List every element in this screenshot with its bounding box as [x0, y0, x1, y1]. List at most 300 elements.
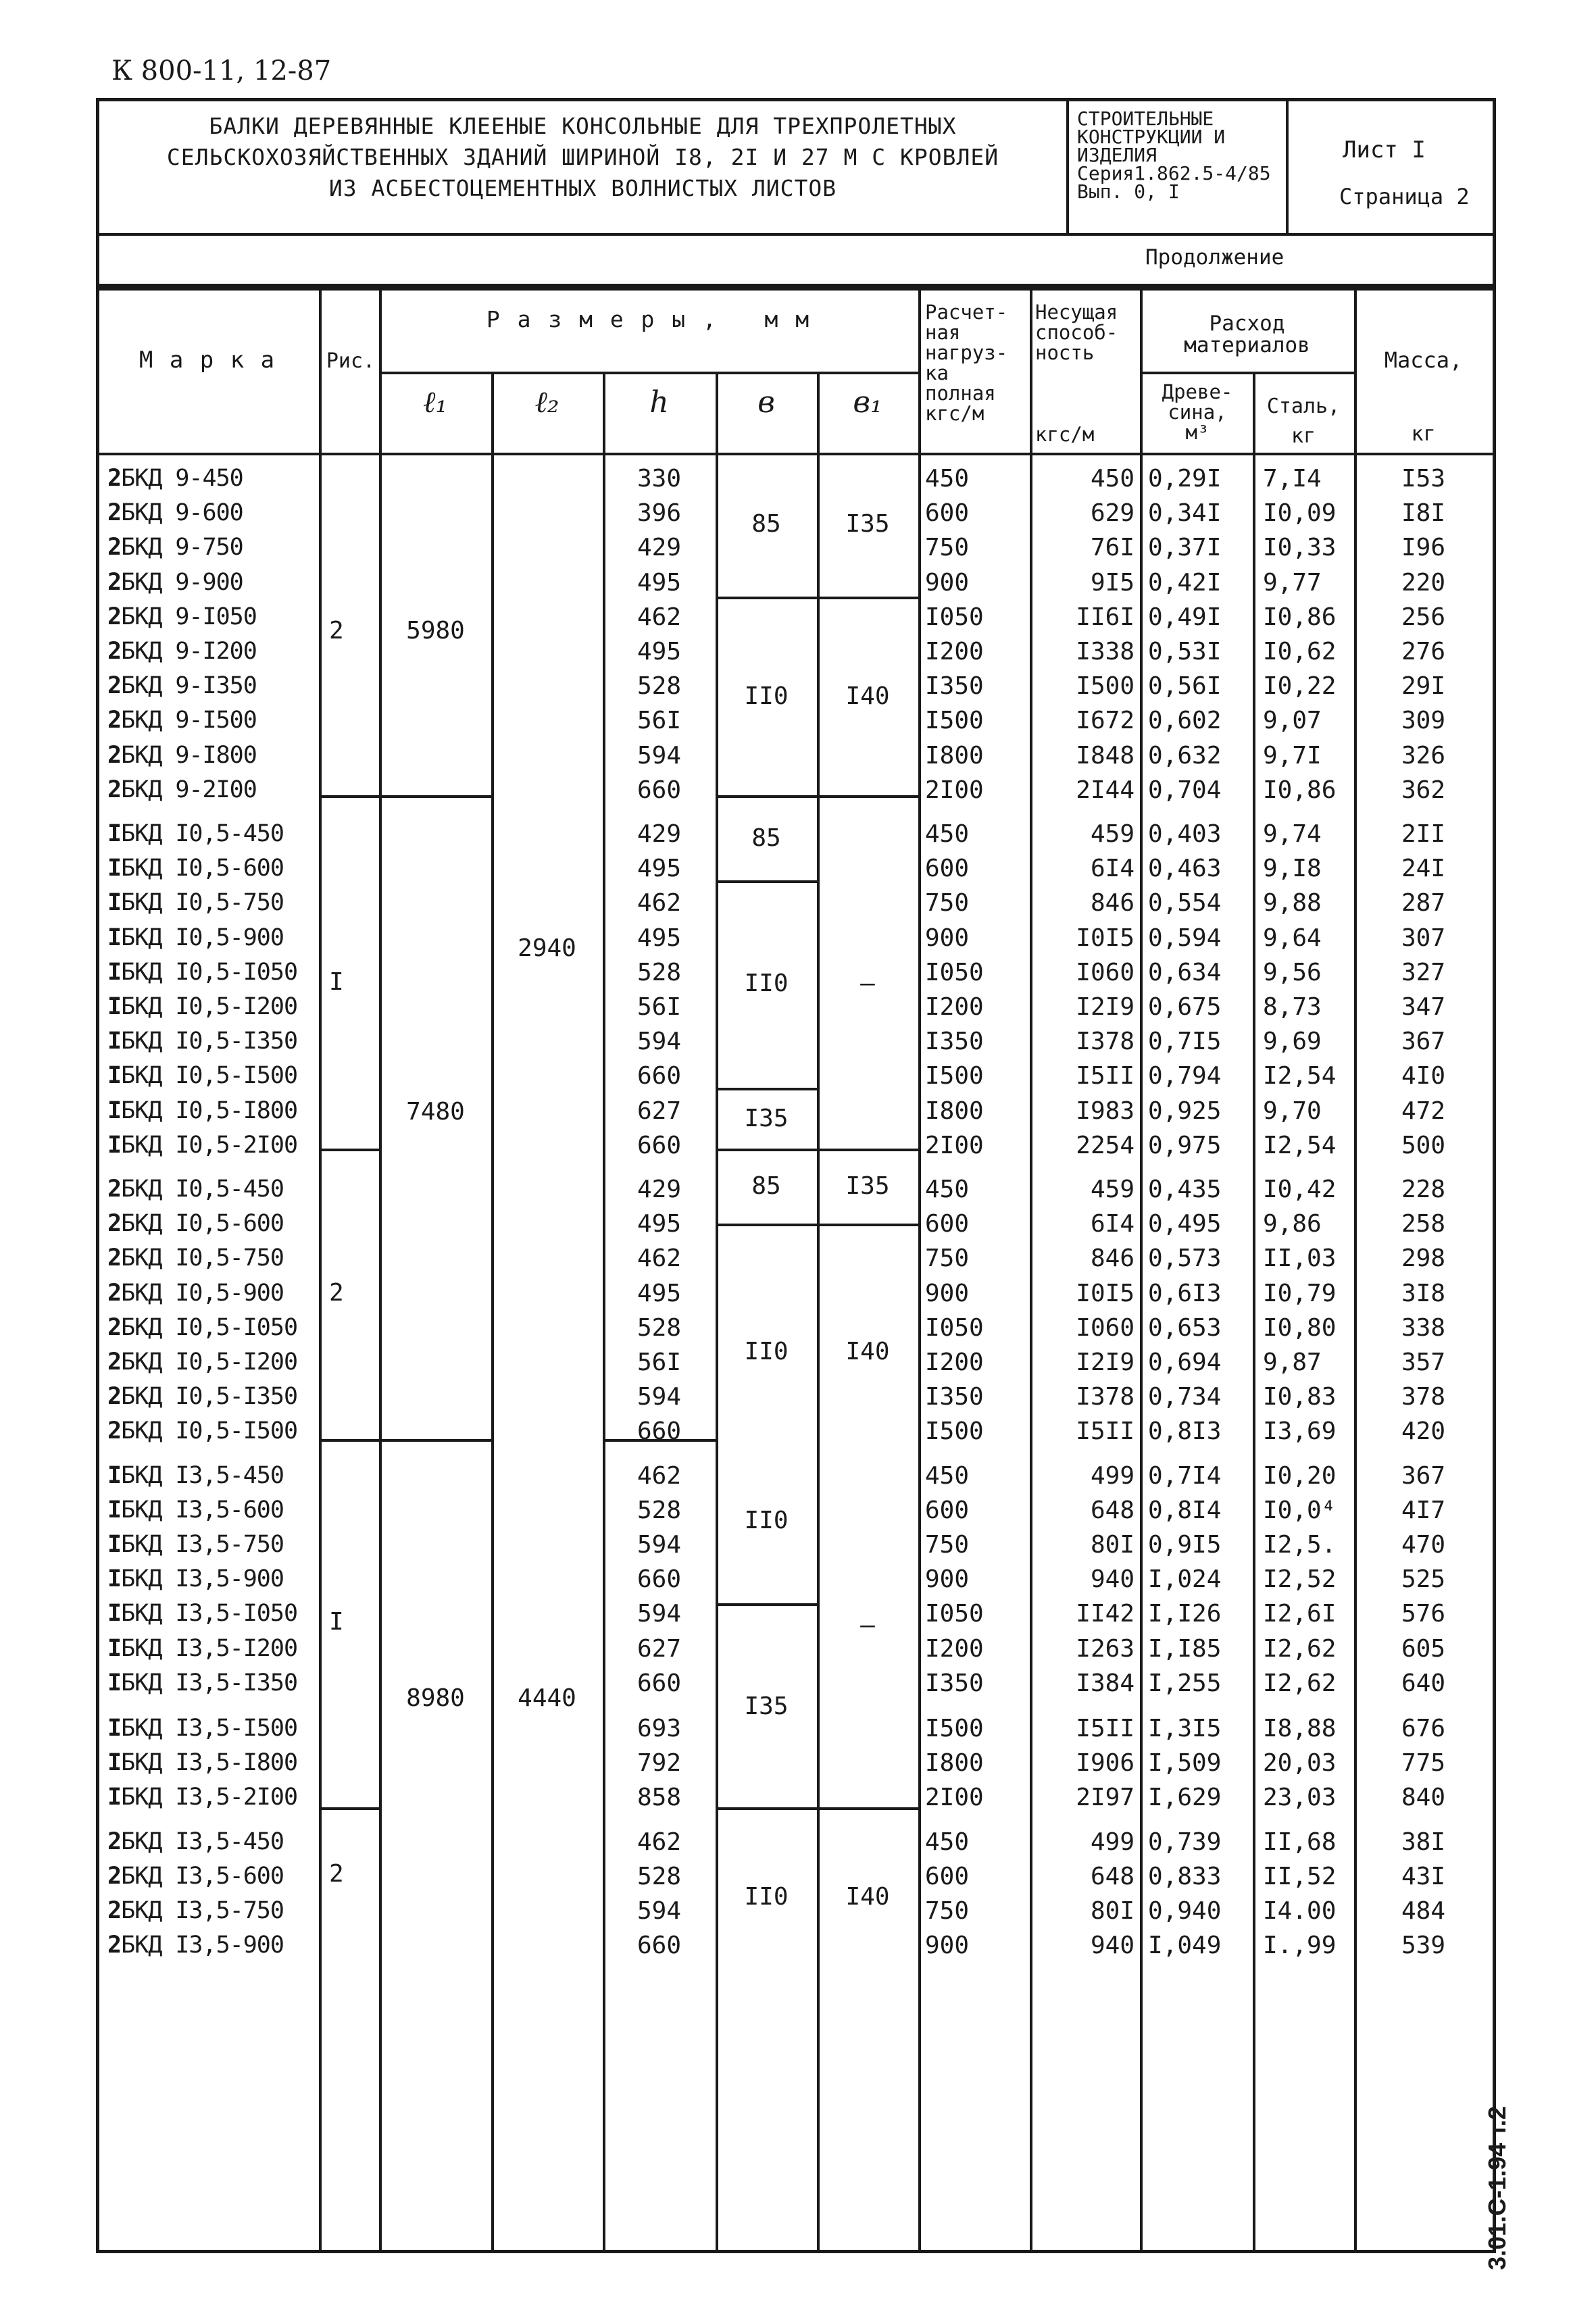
cell-h: 594: [637, 1600, 682, 1628]
cell-steel: I2,54: [1263, 1131, 1337, 1159]
header-b: в: [757, 385, 775, 420]
cell-load: 750: [925, 889, 970, 917]
cell-mass: 4I0: [1401, 1062, 1446, 1090]
header-wood: Древе- сина, м³: [1162, 380, 1233, 444]
cell-mark: IБКД I0,5-600: [107, 855, 284, 882]
cell-capacity: I5II: [1076, 1715, 1134, 1742]
cell-mass: 367: [1401, 1461, 1446, 1490]
cell-mass: I53: [1401, 465, 1446, 493]
cell-wood: 0,9I5: [1148, 1531, 1222, 1559]
cell-h: 693: [637, 1715, 682, 1742]
cell-h: 594: [637, 1897, 682, 1925]
cell-mark: IБКД I3,5-750: [107, 1531, 284, 1558]
cell-mark: IБКД I3,5-I050: [107, 1600, 298, 1628]
cell-capacity: I060: [1076, 958, 1134, 986]
cell-h: 429: [637, 820, 682, 848]
cell-wood: 0,435: [1148, 1176, 1222, 1203]
cell-capacity: 846: [1090, 889, 1134, 917]
cell-mark: IБКД I3,5-900: [107, 1565, 284, 1593]
b-group: 85: [751, 1172, 781, 1200]
cell-mark: IБКД I3,5-450: [107, 1461, 284, 1489]
cell-mark: 2БКД I3,5-600: [107, 1862, 284, 1890]
cell-wood: 0,653: [1148, 1313, 1222, 1342]
b-group: II0: [744, 1507, 789, 1534]
cell-capacity: 648: [1090, 1862, 1134, 1890]
title-line: ИЗ АСБЕСТОЦЕМЕНТНЫХ ВОЛНИСТЫХ ЛИСТОВ: [328, 175, 837, 201]
header-mark: М а р к а: [139, 347, 276, 374]
cell-mark: IБКД I0,5-I800: [107, 1097, 298, 1124]
b-group: 85: [751, 824, 781, 852]
cell-h: 495: [637, 1279, 682, 1307]
cell-mass: 298: [1401, 1244, 1446, 1273]
cell-steel: II,52: [1263, 1862, 1337, 1890]
cell-steel: I2,52: [1263, 1565, 1337, 1594]
cell-load: I050: [925, 1313, 984, 1342]
cell-wood: 0,495: [1148, 1210, 1222, 1238]
cell-steel: I0,20: [1263, 1461, 1337, 1490]
cell-mass: 357: [1401, 1349, 1446, 1376]
header-h: h: [649, 385, 669, 420]
cell-wood: 0,49I: [1148, 603, 1222, 631]
cell-wood: 0,403: [1148, 820, 1222, 848]
cell-steel: 9,64: [1263, 924, 1322, 952]
cell-mark: 2БКД I0,5-I350: [107, 1383, 298, 1411]
cell-load: 600: [925, 499, 970, 528]
cell-load: 450: [925, 1176, 970, 1203]
cell-mass: I8I: [1401, 499, 1446, 528]
cell-mark: 2БКД I3,5-900: [107, 1932, 284, 1959]
cell-wood: I,629: [1148, 1784, 1222, 1812]
cell-mass: 24I: [1401, 855, 1446, 883]
cell-capacity: 6I4: [1090, 855, 1134, 883]
cell-capacity: 629: [1090, 499, 1134, 528]
cell-mass: 287: [1401, 889, 1446, 917]
cell-wood: 0,8I4: [1148, 1496, 1222, 1524]
cell-mass: 29I: [1401, 672, 1446, 701]
cell-h: 528: [637, 1862, 682, 1890]
cell-mass: 470: [1401, 1531, 1446, 1559]
header-l2: ℓ₂: [534, 385, 559, 420]
cell-mark: 2БКД I0,5-I500: [107, 1417, 298, 1445]
cell-load: I050: [925, 603, 984, 631]
cell-mark: 2БКД 9-600: [107, 499, 243, 527]
header-steel: Сталь, кг: [1266, 395, 1341, 448]
cell-mass: 307: [1401, 924, 1446, 952]
cell-capacity: 80I: [1090, 1897, 1134, 1925]
cell-load: I500: [925, 1715, 984, 1742]
cell-mark: 2БКД 9-I050: [107, 603, 257, 630]
cell-capacity: 450: [1090, 465, 1134, 493]
cell-mark: IБКД I0,5-2I00: [107, 1131, 298, 1159]
cell-steel: I.,99: [1263, 1932, 1337, 1960]
cell-mark: IБКД I3,5-2I00: [107, 1784, 298, 1811]
l1-group: 8980: [406, 1684, 465, 1712]
series-line: Серия1.862.5-4/85: [1077, 162, 1271, 184]
cell-mark: 2БКД 9-I500: [107, 707, 257, 734]
cell-mass: 500: [1401, 1131, 1446, 1159]
cell-mass: 276: [1401, 638, 1446, 665]
cell-h: 660: [637, 1932, 682, 1960]
fig-group: 2: [329, 617, 344, 645]
cell-capacity: I378: [1076, 1028, 1134, 1056]
cell-mark: 2БКД I0,5-600: [107, 1210, 284, 1238]
fig-group: I: [329, 968, 344, 996]
cell-mark: IБКД I3,5-600: [107, 1496, 284, 1524]
cell-capacity: I0I5: [1076, 1279, 1134, 1307]
cell-capacity: 499: [1090, 1461, 1134, 1490]
cell-mark: 2БКД I0,5-I200: [107, 1349, 298, 1376]
cell-wood: 0,463: [1148, 855, 1222, 883]
cell-steel: I8,88: [1263, 1715, 1337, 1742]
l2-group: 4440: [518, 1684, 576, 1712]
cell-mark: 2БКД I3,5-750: [107, 1897, 284, 1924]
sheet-cell: [1289, 101, 1496, 233]
cell-load: I350: [925, 1028, 984, 1056]
header-load: Расчет- ная нагруз- ка полная кгс/м: [925, 301, 1008, 425]
b1-group: I40: [845, 1883, 890, 1911]
cell-load: I800: [925, 741, 984, 770]
cell-mass: 4I7: [1401, 1496, 1446, 1524]
cell-steel: I2,62: [1263, 1669, 1337, 1697]
sheet-number: Лист I: [1343, 136, 1426, 164]
cell-load: I500: [925, 1417, 984, 1446]
cell-capacity: 2254: [1076, 1131, 1134, 1159]
cell-mark: IБКД I0,5-I350: [107, 1028, 298, 1055]
cell-wood: 0,694: [1148, 1349, 1222, 1376]
cell-mass: 256: [1401, 603, 1446, 631]
cell-load: 900: [925, 1279, 970, 1307]
cell-load: 2I00: [925, 1784, 984, 1812]
cell-mass: 220: [1401, 568, 1446, 597]
cell-load: I200: [925, 1349, 984, 1376]
cell-load: I500: [925, 1062, 984, 1090]
cell-wood: 0,56I: [1148, 672, 1222, 701]
cell-steel: 9,I8: [1263, 855, 1322, 883]
cell-mark: 2БКД I3,5-450: [107, 1828, 284, 1855]
cell-steel: 9,87: [1263, 1349, 1322, 1376]
cell-h: 462: [637, 603, 682, 631]
cell-h: 660: [637, 1565, 682, 1594]
cell-h: 594: [637, 1383, 682, 1411]
cell-mass: 43I: [1401, 1862, 1446, 1890]
cell-h: 330: [637, 465, 682, 493]
cell-wood: 0,602: [1148, 707, 1222, 735]
cell-mark: IБКД I3,5-I200: [107, 1634, 298, 1662]
cell-mass: 640: [1401, 1669, 1446, 1697]
cell-wood: 0,7I5: [1148, 1028, 1222, 1056]
cell-wood: 0,34I: [1148, 499, 1222, 528]
b1-group: I35: [845, 510, 890, 538]
cell-mass: 472: [1401, 1097, 1446, 1125]
cell-mass: 576: [1401, 1600, 1446, 1628]
cell-load: 900: [925, 1565, 970, 1594]
cell-steel: 7,I4: [1263, 465, 1322, 493]
cell-mass: I96: [1401, 534, 1446, 562]
title-cell: [99, 101, 1069, 233]
cell-h: 396: [637, 499, 682, 528]
cell-wood: 0,739: [1148, 1828, 1222, 1856]
cell-wood: 0,42I: [1148, 568, 1222, 597]
cell-steel: I0,09: [1263, 499, 1337, 528]
cell-h: 462: [637, 1244, 682, 1273]
cell-mark: IБКД I0,5-I200: [107, 993, 298, 1020]
cell-wood: 0,634: [1148, 958, 1222, 986]
cell-load: I800: [925, 1749, 984, 1778]
cell-h: 792: [637, 1749, 682, 1778]
cell-mass: 539: [1401, 1932, 1446, 1960]
cell-h: 495: [637, 924, 682, 952]
cell-mass: 775: [1401, 1749, 1446, 1778]
l2-group: 2940: [518, 934, 576, 962]
fig-group: 2: [329, 1860, 344, 1888]
cell-h: 594: [637, 1028, 682, 1056]
cell-mark: IБКД I0,5-450: [107, 820, 284, 847]
cell-wood: 0,53I: [1148, 638, 1222, 665]
cell-h: 462: [637, 1461, 682, 1490]
cell-capacity: 459: [1090, 1176, 1134, 1203]
cell-load: 600: [925, 1210, 970, 1238]
header-materials: Расход материалов: [1184, 311, 1310, 357]
series-line: СТРОИТЕЛЬНЫЕ: [1077, 107, 1214, 130]
cell-load: 2I00: [925, 776, 984, 804]
cell-steel: 20,03: [1263, 1749, 1337, 1778]
cell-h: 56I: [637, 1349, 682, 1376]
cell-steel: I0,33: [1263, 534, 1337, 562]
cell-load: 750: [925, 534, 970, 562]
cell-h: 495: [637, 1210, 682, 1238]
cell-capacity: I060: [1076, 1313, 1134, 1342]
cell-steel: I2,6I: [1263, 1600, 1337, 1628]
cell-mass: 420: [1401, 1417, 1446, 1446]
cell-h: 627: [637, 1634, 682, 1663]
cell-mark: 2БКД 9-450: [107, 465, 243, 492]
cell-mark: IБКД I0,5-I050: [107, 958, 298, 986]
page-number: Страница 2: [1339, 184, 1470, 209]
header-mass: Масса,: [1384, 347, 1463, 373]
cell-h: 660: [637, 1669, 682, 1697]
cell-h: 594: [637, 741, 682, 770]
cell-capacity: I5II: [1076, 1417, 1134, 1446]
cell-h: 528: [637, 958, 682, 986]
cell-h: 462: [637, 1828, 682, 1856]
b-group: II0: [744, 682, 789, 710]
cell-mark: 2БКД 9-I200: [107, 638, 257, 665]
cell-steel: 23,03: [1263, 1784, 1337, 1812]
cell-load: I050: [925, 958, 984, 986]
cell-steel: I2,54: [1263, 1062, 1337, 1090]
cell-wood: I,3I5: [1148, 1715, 1222, 1742]
cell-capacity: 6I4: [1090, 1210, 1134, 1238]
cell-steel: I0,83: [1263, 1383, 1337, 1411]
cell-steel: 9,86: [1263, 1210, 1322, 1238]
cell-capacity: I263: [1076, 1634, 1134, 1663]
cell-load: 450: [925, 820, 970, 848]
cell-load: I800: [925, 1097, 984, 1125]
cell-mass: 309: [1401, 707, 1446, 735]
cell-mass: 347: [1401, 993, 1446, 1021]
side-document-code: 3.01.С-1.94 т.2: [1483, 2106, 1511, 2270]
cell-load: 450: [925, 465, 970, 493]
b1-group: –: [860, 1611, 875, 1639]
cell-mark: 2БКД 9-2I00: [107, 776, 257, 803]
cell-capacity: II6I: [1076, 603, 1134, 631]
cell-steel: I0,86: [1263, 603, 1337, 631]
cell-wood: 0,975: [1148, 1131, 1222, 1159]
b1-group: I40: [845, 682, 890, 710]
cell-wood: I,I85: [1148, 1634, 1222, 1663]
cell-mass: 378: [1401, 1383, 1446, 1411]
cell-load: 900: [925, 924, 970, 952]
cell-load: 450: [925, 1828, 970, 1856]
header-capacity-unit: кгс/м: [1035, 423, 1095, 446]
series-cell: [1069, 101, 1289, 233]
cell-wood: 0,632: [1148, 741, 1222, 770]
cell-mark: 2БКД I0,5-450: [107, 1176, 284, 1203]
cell-mark: IБКД I3,5-I500: [107, 1715, 298, 1742]
header-l1: ℓ₁: [423, 385, 447, 420]
cell-mass: 3I8: [1401, 1279, 1446, 1307]
cell-load: I200: [925, 638, 984, 665]
cell-steel: I2,5.: [1263, 1531, 1337, 1559]
cell-load: 750: [925, 1897, 970, 1925]
cell-mark: 2БКД 9-900: [107, 568, 243, 596]
series-line: ИЗДЕЛИЯ: [1077, 144, 1157, 166]
cell-wood: I,049: [1148, 1932, 1222, 1960]
cell-steel: I2,62: [1263, 1634, 1337, 1663]
cell-steel: I0,0⁴: [1263, 1496, 1337, 1524]
cell-steel: I0,22: [1263, 672, 1337, 701]
cell-steel: 9,7I: [1263, 741, 1322, 770]
cell-load: I200: [925, 993, 984, 1021]
cell-steel: 9,69: [1263, 1028, 1322, 1056]
cell-h: 56I: [637, 707, 682, 735]
cell-mass: 326: [1401, 741, 1446, 770]
cell-load: I350: [925, 1669, 984, 1697]
cell-mass: 484: [1401, 1897, 1446, 1925]
cell-load: I500: [925, 707, 984, 735]
cell-wood: 0,925: [1148, 1097, 1222, 1125]
cell-wood: 0,554: [1148, 889, 1222, 917]
cell-h: 660: [637, 1131, 682, 1159]
cell-mass: 258: [1401, 1210, 1446, 1238]
b-group: II0: [744, 1883, 789, 1911]
document-code: К 800-11, 12-87: [111, 55, 332, 86]
cell-load: I350: [925, 1383, 984, 1411]
cell-wood: 0,8I3: [1148, 1417, 1222, 1446]
cell-load: 900: [925, 568, 970, 597]
cell-mass: 327: [1401, 958, 1446, 986]
cell-load: 600: [925, 1862, 970, 1890]
cell-mass: 228: [1401, 1176, 1446, 1203]
cell-capacity: II42: [1076, 1600, 1134, 1628]
cell-capacity: 76I: [1090, 534, 1134, 562]
cell-h: 627: [637, 1097, 682, 1125]
cell-wood: 0,7I4: [1148, 1461, 1222, 1490]
cell-capacity: I378: [1076, 1383, 1134, 1411]
cell-capacity: 499: [1090, 1828, 1134, 1856]
cell-h: 495: [637, 638, 682, 665]
cell-load: 450: [925, 1461, 970, 1490]
cell-mass: 38I: [1401, 1828, 1446, 1856]
cell-wood: 0,794: [1148, 1062, 1222, 1090]
cell-capacity: 80I: [1090, 1531, 1134, 1559]
cell-capacity: I672: [1076, 707, 1134, 735]
cell-wood: 0,675: [1148, 993, 1222, 1021]
cell-mark: 2БКД I0,5-750: [107, 1244, 284, 1272]
cell-h: 594: [637, 1531, 682, 1559]
cell-steel: I0,80: [1263, 1313, 1337, 1342]
cell-steel: 9,77: [1263, 568, 1322, 597]
series-line: КОНСТРУКЦИИ И: [1077, 126, 1226, 148]
cell-steel: II,03: [1263, 1244, 1337, 1273]
cell-steel: I4.00: [1263, 1897, 1337, 1925]
series-line: Вып. 0, I: [1077, 180, 1180, 203]
cell-h: 660: [637, 776, 682, 804]
cell-h: 528: [637, 1496, 682, 1524]
l1-group: 7480: [406, 1098, 465, 1126]
b-group: II0: [744, 1338, 789, 1365]
cell-load: I050: [925, 1600, 984, 1628]
cell-capacity: I0I5: [1076, 924, 1134, 952]
cell-wood: 0,940: [1148, 1897, 1222, 1925]
fig-group: 2: [329, 1279, 344, 1307]
cell-h: 660: [637, 1062, 682, 1090]
cell-wood: 0,594: [1148, 924, 1222, 952]
cell-wood: 0,29I: [1148, 465, 1222, 493]
cell-load: 750: [925, 1531, 970, 1559]
cell-mark: 2БКД 9-750: [107, 534, 243, 561]
cell-h: 528: [637, 672, 682, 701]
cell-capacity: I384: [1076, 1669, 1134, 1697]
l1-group: 5980: [406, 617, 465, 645]
cell-capacity: I906: [1076, 1749, 1134, 1778]
header-b1: в₁: [853, 385, 882, 420]
cell-steel: 9,70: [1263, 1097, 1322, 1125]
b1-group: –: [860, 970, 875, 997]
cell-wood: 0,37I: [1148, 534, 1222, 562]
cell-capacity: 648: [1090, 1496, 1134, 1524]
cell-h: 528: [637, 1313, 682, 1342]
cell-mark: 2БКД 9-I800: [107, 741, 257, 769]
cell-wood: 0,704: [1148, 776, 1222, 804]
cell-load: I350: [925, 672, 984, 701]
cell-mass: 338: [1401, 1313, 1446, 1342]
cell-h: 495: [637, 568, 682, 597]
cell-steel: I3,69: [1263, 1417, 1337, 1446]
cell-mass: 2II: [1401, 820, 1446, 848]
cell-capacity: I500: [1076, 672, 1134, 701]
b-group: II0: [744, 970, 789, 997]
beam-table: [96, 284, 1496, 2253]
cell-steel: I0,86: [1263, 776, 1337, 804]
cell-mark: IБКД I0,5-750: [107, 889, 284, 917]
cell-capacity: I848: [1076, 741, 1134, 770]
cell-mark: 2БКД I0,5-900: [107, 1279, 284, 1307]
cell-wood: 0,573: [1148, 1244, 1222, 1273]
cell-capacity: I983: [1076, 1097, 1134, 1125]
cell-mass: 840: [1401, 1784, 1446, 1812]
cell-load: 900: [925, 1932, 970, 1960]
cell-load: 2I00: [925, 1131, 984, 1159]
cell-capacity: I338: [1076, 638, 1134, 665]
cell-mass: 525: [1401, 1565, 1446, 1594]
cell-mass: 362: [1401, 776, 1446, 804]
cell-capacity: 459: [1090, 820, 1134, 848]
cell-capacity: 846: [1090, 1244, 1134, 1273]
cell-load: I200: [925, 1634, 984, 1663]
continuation-row: [99, 233, 1493, 287]
b-group: I35: [744, 1692, 789, 1720]
